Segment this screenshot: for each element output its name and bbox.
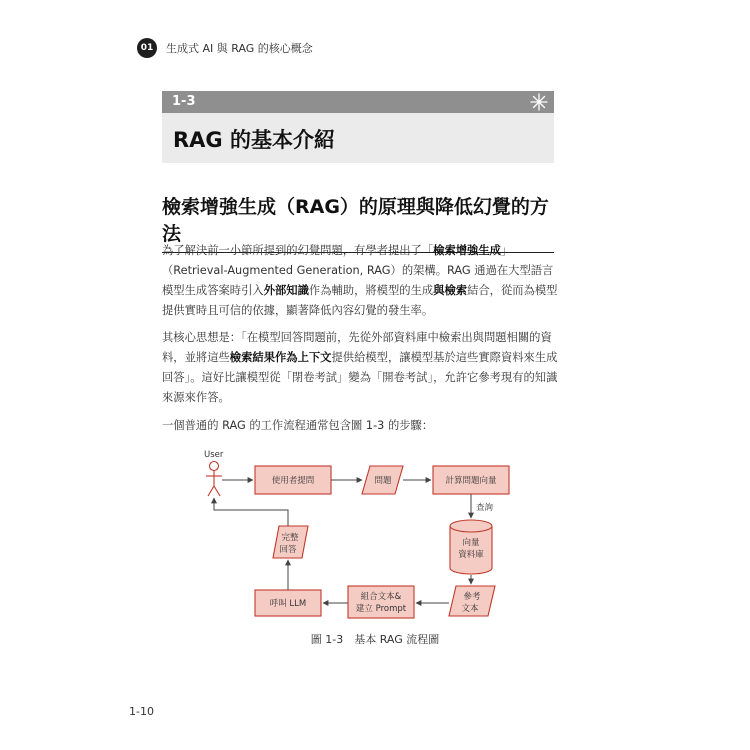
answer-label-line2: 回答 [279,545,297,555]
bold-term: 與檢索 [433,284,468,297]
text: 」（Retrieval-Augmented Generation, RAG）的架構。RAG 通過在大型語言模型生成答案時引入 [162,244,554,297]
rag-flow-diagram [200,448,520,628]
subheading: 檢索增強生成（RAG）的原理與降低幻覺的方法 [162,192,554,253]
chapter-title: 生成式 AI 與 RAG 的核心概念 [166,42,313,55]
paragraph-3: 一個普通的 RAG 的工作流程通常包含圖 1-3 的步驟： [162,419,434,432]
text: 作為輔助，將模型的生成 [308,284,434,297]
compute-vector-label: 計算問題向量 [445,476,497,486]
star-burst-icon [530,93,548,111]
paragraph-1 [162,241,560,321]
question-label: 問題 [374,476,392,486]
bold-term: 檢索增強生成 [433,244,501,257]
combine-label-line1: 組合文本& [360,592,402,602]
reference-label-line2: 文本 [461,604,479,614]
bold-term: 外部知識 [263,284,309,297]
section-number-bar [162,91,554,113]
vector-db-label-line2: 資料庫 [458,550,484,560]
section-number: 1-3 [172,94,196,109]
vector-db-label-line1: 向量 [462,538,480,548]
section-title: RAG 的基本介紹 [173,128,335,152]
paragraph-2 [162,328,560,408]
combine-label-line2: 建立 Prompt [355,604,407,614]
bold-term: 檢索結果作為上下文 [229,351,332,364]
answer-label-line1: 完整 [281,533,299,543]
user-icon [206,462,222,497]
page-number: 1-10 [129,705,154,718]
section-header [162,91,554,163]
figure-caption: 圖 1-3 基本 RAG 流程圖 [310,633,440,646]
reference-label-line1: 參考 [463,592,481,602]
text: 其核心思想是：「在模型回答問題前，先從外部資料庫中檢索出與問題相關的資料，並將這些 [162,331,552,364]
arrow [214,498,288,526]
user-question-label: 使用者提問 [271,476,315,486]
user-label: User [204,450,224,460]
call-llm-label: 呼叫 LLM [269,599,307,609]
chapter-number-badge: 01 [137,38,157,58]
query-label: 查詢 [476,503,494,513]
text: 結合，從而為模型提供實時且可信的依據，顯著降低內容幻覺的發生率。 [162,284,558,317]
text: 提供給模型，讓模型基於這些實際資料來生成回答」。這好比讓模型從「閉卷考試」變為「開卷考試」，允許它參考現有的知識來源來作答。 [162,351,558,404]
text: 為了解決前一小節所提到的幻覺問題，有學者提出了「 [162,244,434,257]
